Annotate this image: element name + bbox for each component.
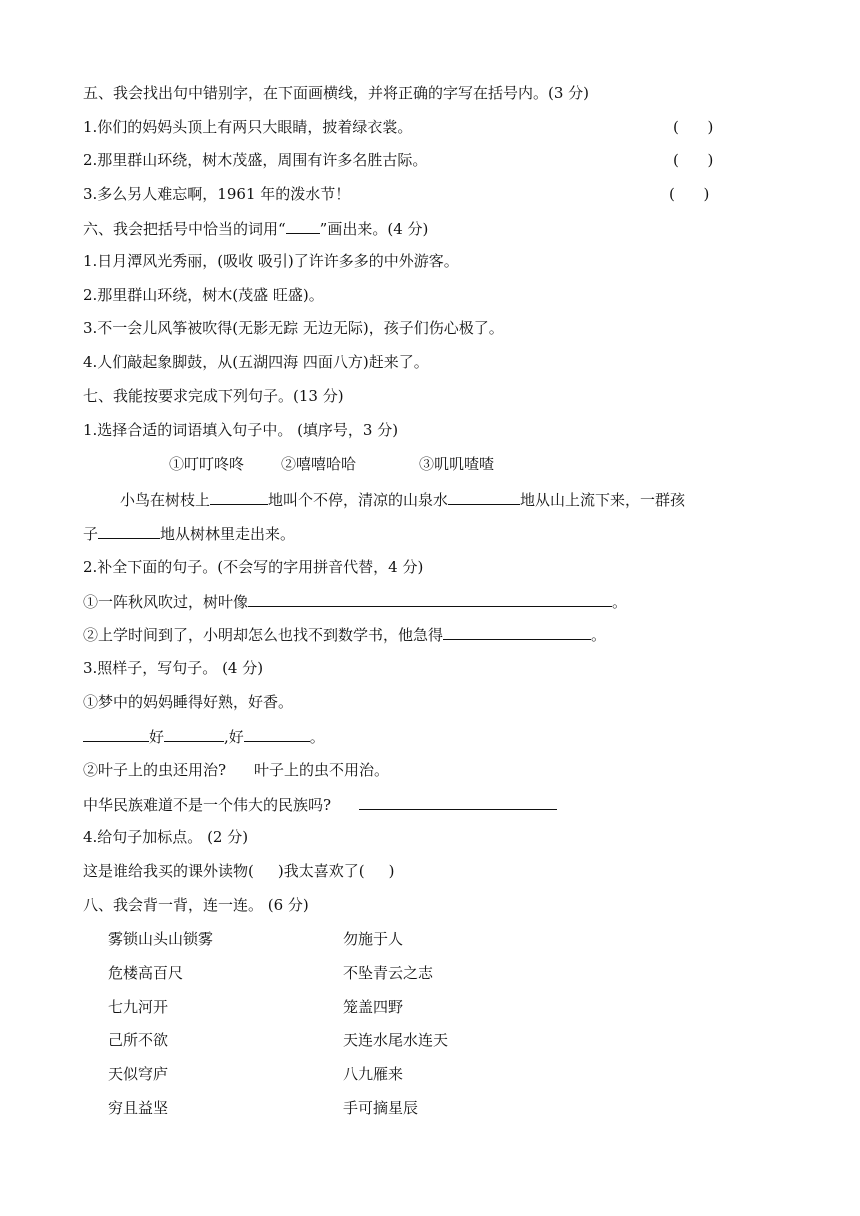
s7-q1-option-2: ②嘻嘻哈哈 (281, 455, 357, 473)
s5-answer-paren-3[interactable]: ( ) (669, 185, 710, 203)
s7-q2-title: 2.补全下面的句子。(不会写的字用拼音代替，4 分) (83, 558, 424, 576)
s7-q2-sentence-1 (83, 591, 627, 612)
s7-q2-blank-1[interactable] (248, 591, 612, 607)
s7-q1-text-d: 子 (83, 525, 99, 543)
s7-q1-text-c: 地从山上流下来，一群孩 (520, 491, 686, 509)
s7-q4-text-c: ) (388, 862, 395, 880)
s7-q1-text-b: 地叫个不停，清凉的山泉水 (268, 491, 449, 509)
s7-q3-title: 3.照样子，写句子。 (4 分) (83, 659, 264, 677)
s7-q2-s1-text: ①一阵秋风吹过，树叶像 (83, 593, 249, 611)
s8-right-item-2[interactable]: 不坠青云之志 (343, 964, 434, 982)
s6-heading-underline-sample (286, 218, 320, 234)
s8-left-item-4[interactable]: 己所不欲 (108, 1031, 169, 1049)
s7-q4-text-b: )我太喜欢了( (277, 862, 365, 880)
s8-left-item-2[interactable]: 危楼高百尺 (108, 964, 184, 982)
s7-q1-sentence-line-1 (120, 489, 685, 510)
s7-q3-example-2-question: ②叶子上的虫还用治? (83, 761, 227, 779)
s8-right-item-1[interactable]: 勿施于人 (343, 930, 404, 948)
s8-right-item-3[interactable]: 笼盖四野 (343, 998, 404, 1016)
s7-q1-blank-3[interactable] (98, 523, 160, 539)
s7-q3-fill-b: ,好 (224, 728, 244, 746)
s7-q1-text-a: 小鸟在树枝上 (120, 491, 211, 509)
s8-left-item-1[interactable]: 雾锁山头山锁雾 (108, 930, 214, 948)
s7-q3-task-text: 中华民族难道不是一个伟大的民族吗? (83, 796, 332, 814)
s7-q3-task (83, 794, 557, 815)
s8-left-item-3[interactable]: 七九河开 (108, 998, 169, 1016)
s7-q3-example-1: ①梦中的妈妈睡得好熟，好香。 (83, 693, 294, 711)
s7-q1-sentence-line-2 (83, 523, 295, 544)
s7-q4-sentence (83, 861, 394, 881)
s7-q4-title: 4.给句子加标点。 (2 分) (83, 828, 249, 846)
s6-item-3: 3.不一会儿风筝被吹得(无影无踪 无边无际)，孩子们伤心极了。 (83, 319, 504, 337)
section-5-heading: 五、我会找出句中错别字，在下面画横线，并将正确的字写在括号内。(3 分) (83, 84, 590, 102)
s7-q2-sentence-2 (83, 624, 606, 645)
s8-left-item-5[interactable]: 天似穹庐 (108, 1065, 169, 1083)
s8-right-item-6[interactable]: 手可摘星辰 (343, 1099, 419, 1117)
section-8-heading: 八、我会背一背，连一连。 (6 分) (83, 896, 309, 914)
s7-q2-s1-end: 。 (612, 593, 628, 611)
s5-item-2: 2.那里群山环绕，树木茂盛，周围有许多名胜古际。 (83, 151, 428, 169)
s7-q3-fill-line (83, 726, 325, 747)
s7-q1-option-1: ①叮叮咚咚 (169, 455, 245, 473)
s5-item-3: 3.多么另人难忘啊，1961 年的泼水节！ (83, 185, 351, 203)
s6-heading-end: ”画出来。(4 分) (319, 220, 429, 238)
s8-right-item-5[interactable]: 八九雁来 (343, 1065, 404, 1083)
section-6-heading (83, 218, 428, 239)
section-7-heading: 七、我能按要求完成下列句子。(13 分) (83, 387, 344, 405)
s7-q3-example-2 (83, 760, 389, 780)
s8-left-item-6[interactable]: 穷且益坚 (108, 1099, 169, 1117)
s7-q2-s2-text: ②上学时间到了，小明却怎么也找不到数学书，他急得 (83, 626, 444, 644)
s5-item-1: 1.你们的妈妈头顶上有两只大眼睛，披着绿衣裳。 (83, 118, 413, 136)
s6-item-2: 2.那里群山环绕，树木(茂盛 旺盛)。 (83, 286, 324, 304)
s7-q3-task-blank[interactable] (359, 794, 557, 810)
s8-right-item-4[interactable]: 天连水尾水连天 (343, 1031, 449, 1049)
s5-answer-paren-1[interactable]: ( ) (673, 118, 714, 136)
s7-q2-blank-2[interactable] (443, 624, 591, 640)
s7-q1-option-3: ③叽叽喳喳 (419, 455, 495, 473)
s7-q3-fill-end: 。 (309, 728, 325, 746)
s7-q3-blank-3[interactable] (244, 726, 310, 742)
s7-q1-blank-2[interactable] (448, 489, 520, 505)
s6-item-4: 4.人们敲起象脚鼓，从(五湖四海 四面八方)赶来了。 (83, 353, 429, 371)
s7-q3-blank-2[interactable] (164, 726, 224, 742)
s7-q1-title: 1.选择合适的词语填入句子中。 (填序号，3 分) (83, 421, 399, 439)
s5-answer-paren-2[interactable]: ( ) (673, 151, 714, 169)
s7-q3-fill-a: 好 (149, 728, 165, 746)
s7-q3-example-2-answer: 叶子上的虫不用治。 (254, 761, 390, 779)
s7-q3-blank-1[interactable] (83, 726, 149, 742)
s7-q1-text-e: 地从树林里走出来。 (160, 525, 296, 543)
s7-q4-text-a: 这是谁给我买的课外读物( (83, 862, 254, 880)
s6-item-1: 1.日月潭风光秀丽，(吸收 吸引)了许许多多的中外游客。 (83, 252, 459, 270)
s6-heading-start: 六、我会把括号中恰当的词用“ (83, 220, 286, 238)
s7-q1-blank-1[interactable] (210, 489, 268, 505)
s7-q2-s2-end: 。 (591, 626, 607, 644)
